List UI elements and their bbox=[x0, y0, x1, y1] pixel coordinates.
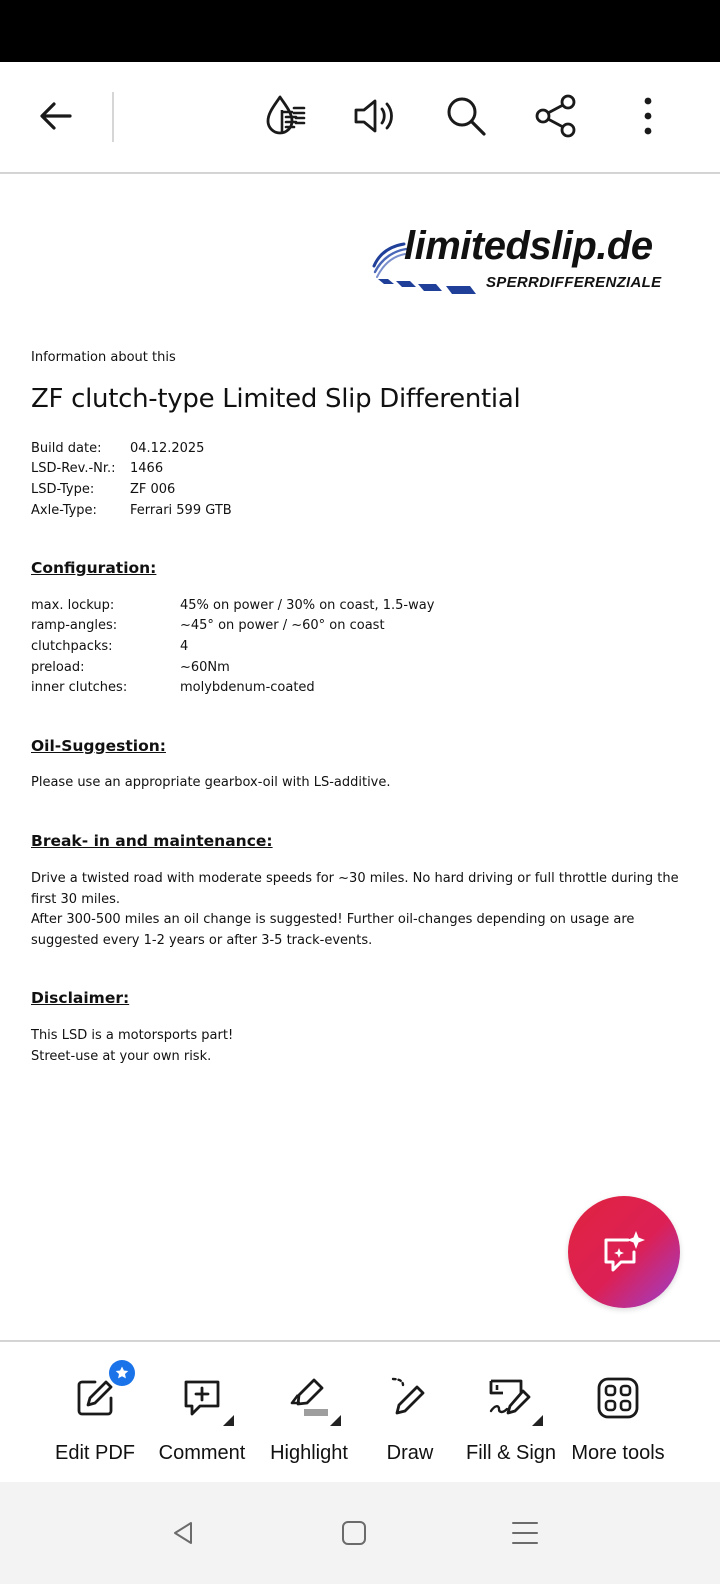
tool-fill-sign[interactable] bbox=[462, 1342, 560, 1484]
tool-highlight[interactable] bbox=[264, 1342, 354, 1484]
config-label: ramp-angles: bbox=[31, 618, 118, 633]
document-title: ZF clutch-type Limited Slip Differential bbox=[31, 384, 521, 414]
tool-icon-wrap bbox=[279, 1368, 339, 1428]
tool-label: More tools bbox=[571, 1442, 665, 1464]
disclaimer-text-1: This LSD is a motorsports part! bbox=[31, 1028, 234, 1043]
status-bar bbox=[0, 0, 720, 62]
tool-more-tools[interactable] bbox=[566, 1342, 670, 1484]
info-label: LSD-Type: bbox=[31, 482, 95, 497]
top-toolbar bbox=[0, 62, 720, 174]
more-options-button[interactable] bbox=[620, 88, 676, 144]
tool-label: Edit PDF bbox=[54, 1442, 136, 1464]
dropdown-corner-icon bbox=[330, 1415, 341, 1426]
tool-icon-wrap bbox=[588, 1368, 648, 1428]
ai-assistant-icon bbox=[598, 1226, 650, 1278]
pdf-page[interactable] bbox=[0, 176, 720, 1354]
search-button[interactable] bbox=[438, 88, 494, 144]
info-label: LSD-Rev.-Nr.: bbox=[31, 461, 116, 476]
oil-heading: Oil-Suggestion: bbox=[31, 737, 166, 755]
info-label: Build date: bbox=[31, 441, 102, 456]
disclaimer-heading: Disclaimer: bbox=[31, 989, 130, 1007]
config-value: 4 bbox=[180, 639, 189, 654]
nav-back-icon bbox=[169, 1519, 197, 1547]
nav-home-icon bbox=[340, 1519, 368, 1547]
tool-label: Fill & Sign bbox=[465, 1442, 557, 1464]
nav-home-button[interactable] bbox=[329, 1508, 379, 1558]
star-badge-icon bbox=[109, 1360, 135, 1386]
read-aloud-button[interactable] bbox=[346, 88, 402, 144]
dropdown-corner-icon bbox=[532, 1415, 543, 1426]
toolbar-divider bbox=[112, 92, 114, 142]
config-label: preload: bbox=[31, 660, 85, 675]
tool-edit-pdf[interactable] bbox=[55, 1342, 135, 1484]
configuration-heading: Configuration: bbox=[31, 559, 157, 577]
speaker-icon bbox=[350, 92, 398, 140]
config-value: molybdenum-coated bbox=[180, 680, 315, 695]
dropdown-corner-icon bbox=[223, 1415, 234, 1426]
info-label: Axle-Type: bbox=[31, 503, 97, 518]
config-label: max. lockup: bbox=[31, 598, 115, 613]
edit-pdf-icon bbox=[73, 1376, 117, 1420]
info-value: Ferrari 599 GTB bbox=[130, 503, 232, 518]
more-vertical-icon bbox=[638, 94, 658, 138]
config-value: 45% on power / 30% on coast, 1.5-way bbox=[180, 598, 435, 613]
system-nav-bar bbox=[0, 1482, 720, 1584]
breakin-heading: Break- in and maintenance: bbox=[31, 832, 273, 850]
config-value: ~60Nm bbox=[180, 660, 230, 675]
liquid-mode-icon bbox=[260, 92, 308, 140]
logo-subtitle: SPERRDIFFERENZIALE bbox=[486, 274, 662, 291]
tool-comment[interactable] bbox=[157, 1342, 247, 1484]
tool-icon-wrap bbox=[481, 1368, 541, 1428]
arrow-left-icon bbox=[36, 96, 76, 136]
oil-text: Please use an appropriate gearbox-oil with LS-additive. bbox=[31, 775, 391, 790]
config-label: clutchpacks: bbox=[31, 639, 113, 654]
draw-icon bbox=[387, 1375, 433, 1421]
liquid-mode-button[interactable] bbox=[256, 88, 312, 144]
info-value: 04.12.2025 bbox=[130, 441, 205, 456]
more-tools-icon bbox=[595, 1375, 641, 1421]
tool-label: Highlight bbox=[270, 1442, 348, 1464]
tool-icon-wrap bbox=[172, 1368, 232, 1428]
company-logo bbox=[372, 224, 672, 296]
share-button[interactable] bbox=[528, 88, 584, 144]
config-value: ~45° on power / ~60° on coast bbox=[180, 618, 385, 633]
nav-recents-button[interactable] bbox=[500, 1508, 550, 1558]
tool-draw[interactable] bbox=[375, 1342, 445, 1484]
info-value: 1466 bbox=[130, 461, 164, 476]
nav-recents-icon bbox=[511, 1519, 539, 1547]
comment-icon bbox=[180, 1376, 224, 1420]
tool-label: Comment bbox=[158, 1442, 246, 1464]
disclaimer-text-2: Street-use at your own risk. bbox=[31, 1049, 212, 1064]
intro-text: Information about this bbox=[31, 350, 176, 365]
tool-icon-wrap bbox=[380, 1368, 440, 1428]
logo-title: limitedslip.de bbox=[404, 224, 653, 268]
back-button[interactable] bbox=[28, 88, 84, 144]
nav-back-button[interactable] bbox=[158, 1508, 208, 1558]
tool-icon-wrap bbox=[65, 1368, 125, 1428]
config-label: inner clutches: bbox=[31, 680, 128, 695]
search-icon bbox=[444, 94, 488, 138]
breakin-text-2: After 300-500 miles an oil change is suggested! Further oil-changes depending on usage are suggested every 1-2 years or after 3-5 track-events. bbox=[31, 912, 635, 948]
ai-assistant-button[interactable] bbox=[568, 1196, 680, 1308]
tool-label: Draw bbox=[386, 1442, 434, 1464]
bottom-tools-bar bbox=[0, 1340, 720, 1482]
highlight-icon bbox=[286, 1375, 332, 1421]
fill-sign-icon bbox=[487, 1375, 535, 1421]
breakin-text-1: Drive a twisted road with moderate speeds for ~30 miles. No hard driving or full throttle during the first 30 miles. bbox=[31, 871, 679, 907]
info-value: ZF 006 bbox=[130, 482, 176, 497]
share-icon bbox=[533, 93, 579, 139]
